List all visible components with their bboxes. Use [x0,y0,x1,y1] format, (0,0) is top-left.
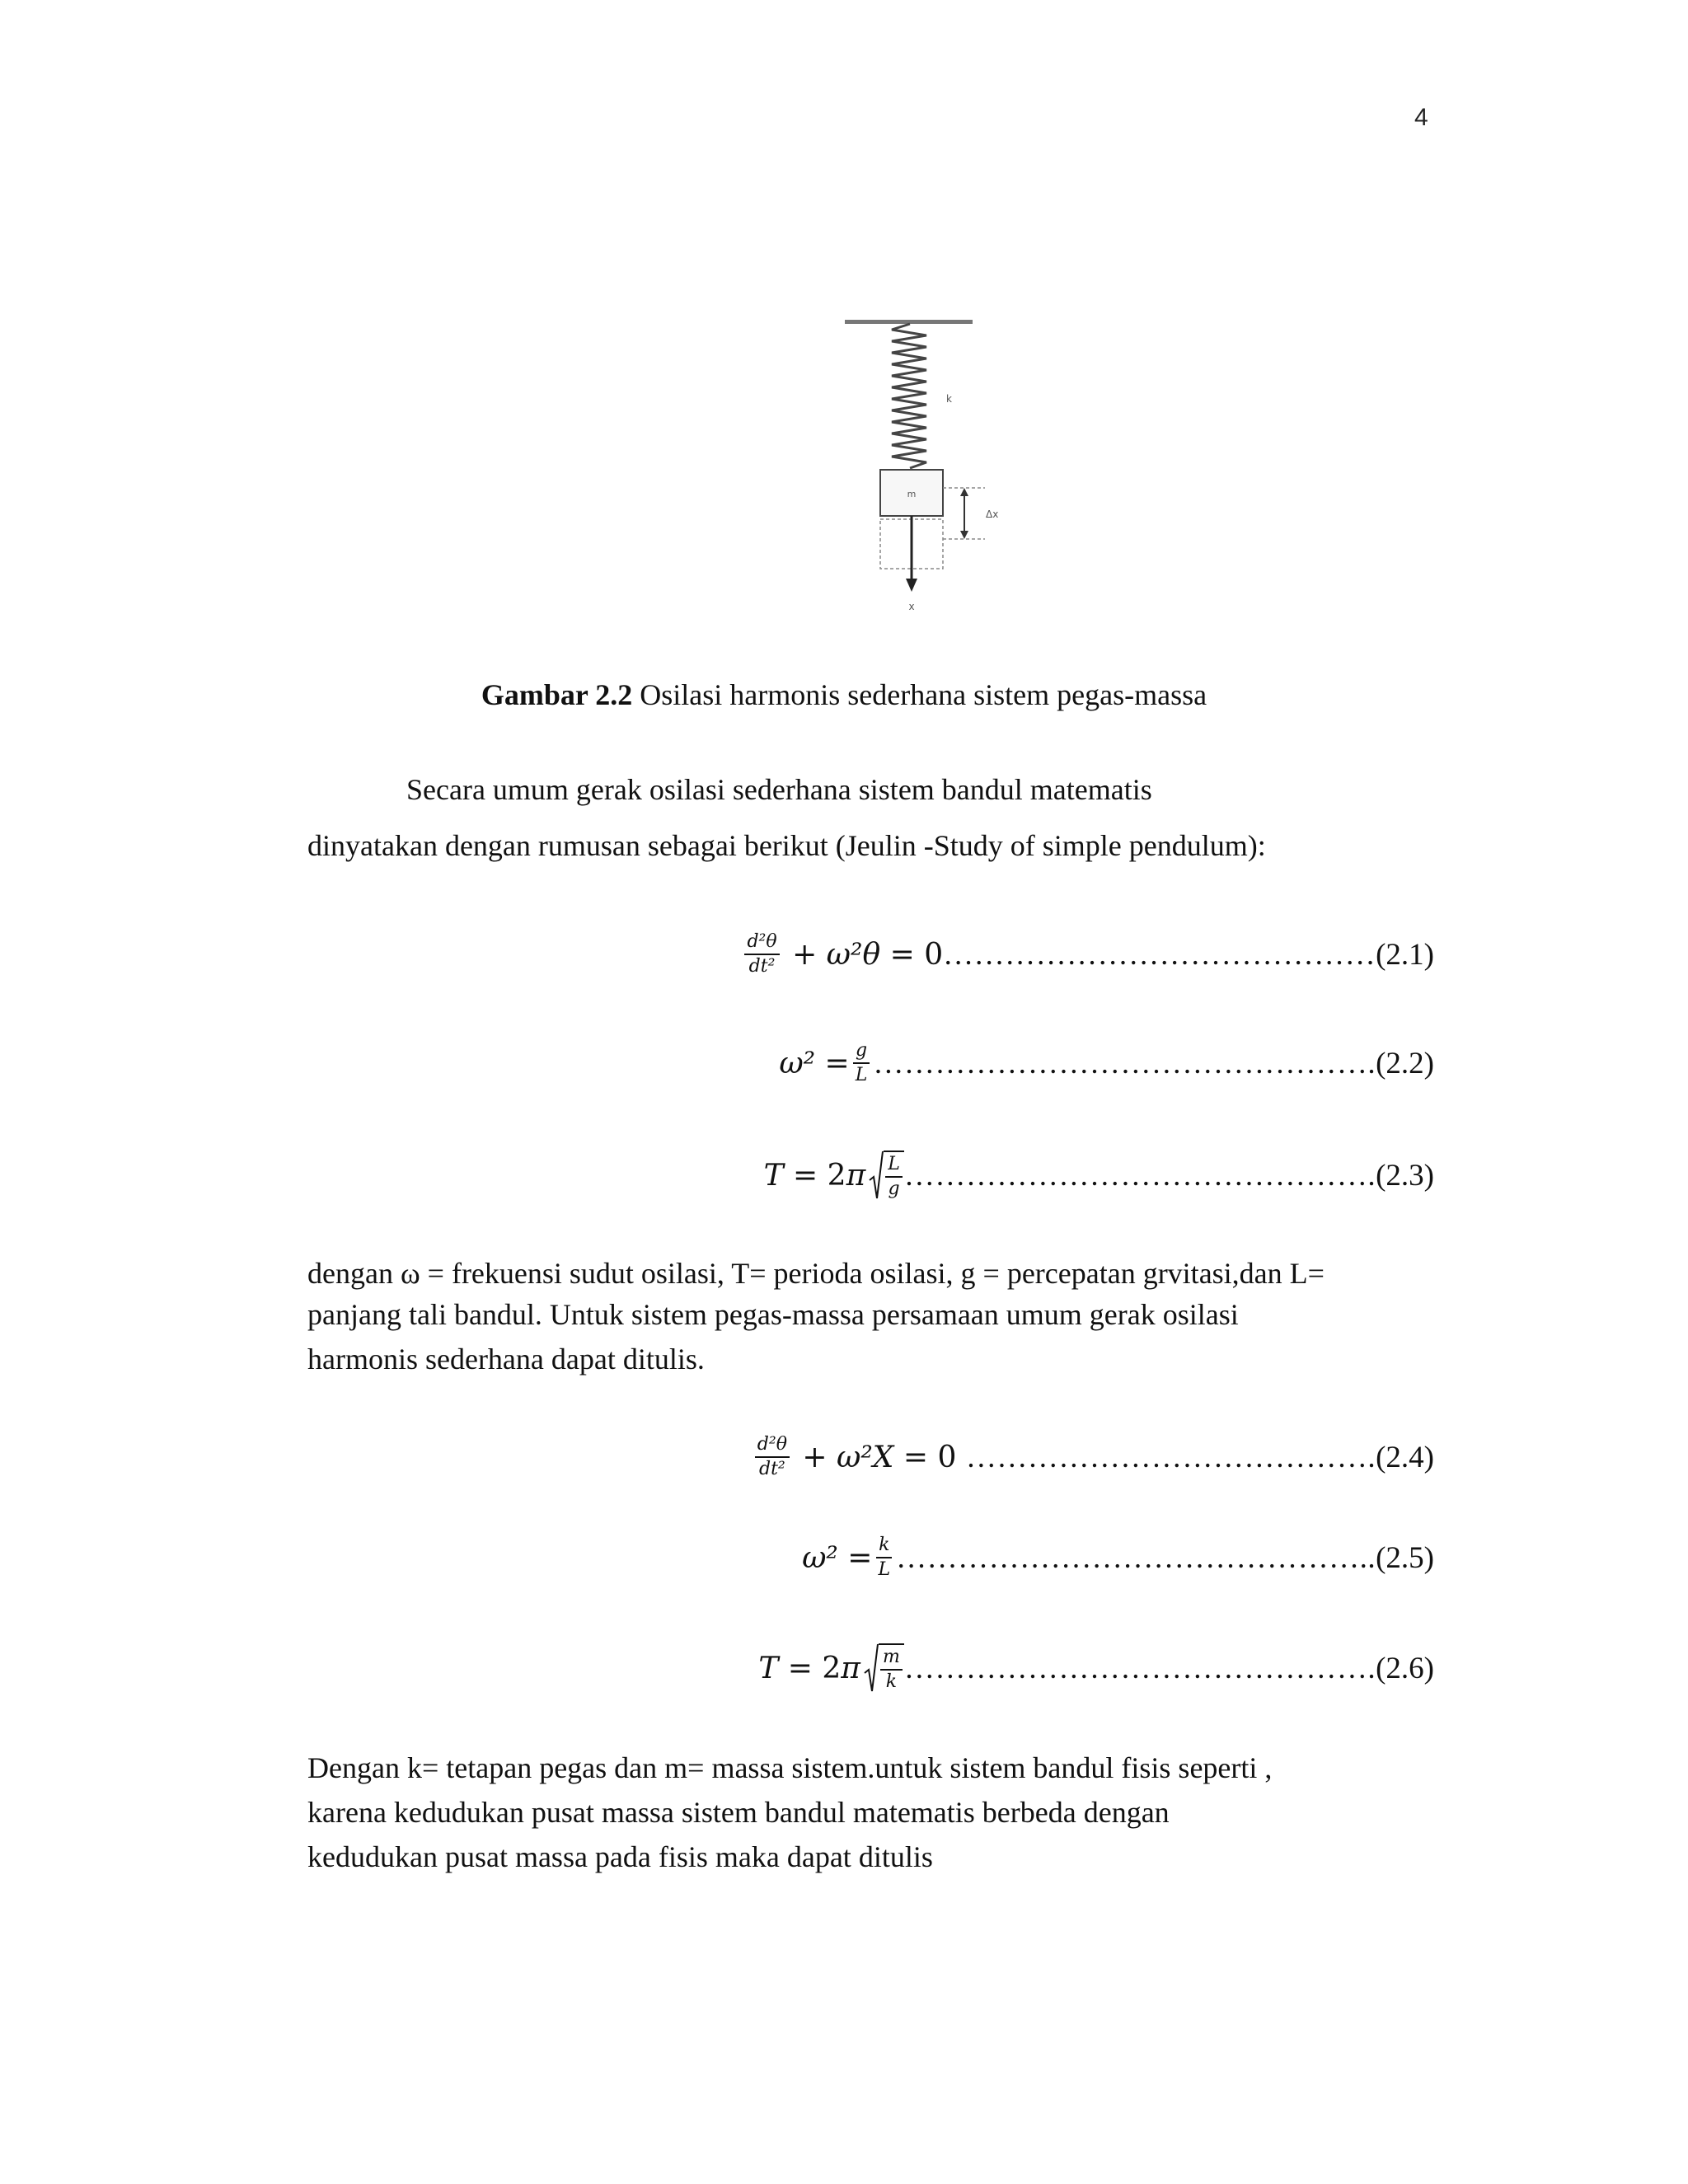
equation-leader: ……………………………………….. [896,1540,1376,1575]
paragraph-line: Secara umum gerak osilasi sederhana sistem bandul matematis [406,773,1152,806]
page-number: 4 [1414,104,1428,131]
x-axis-label: x [908,601,915,612]
equation-2-1: $\frac{\text{d²θ}}{\text{dt²}}$ + ω²θ = 0 …………………………………… (2.1) [741,921,1434,987]
paragraph-line: Dengan k= tetapan pegas dan m= massa sistem.untuk sistem bandul fisis seperti , [307,1751,1273,1784]
equation-2-2: ω² = $\frac{g}{L}$ …………………………………………. (2.2) [779,1040,1434,1085]
fraction: $\frac{\text{d²θ}}{\text{dt²}}$ [755,1434,790,1480]
paragraph-closing [307,1746,1428,1879]
equation-2-5: ω² = $\frac{k}{L}$ ……………………………………….. (2.5) [802,1535,1434,1580]
equation-leader: …………………………………… [943,937,1376,972]
spring-mass-diagram [841,313,1006,618]
equation-2-6: T = 2π $\frac{m}{k}$ ………………………………………. (2.6) [758,1635,1434,1701]
square-root: $\frac{L}{g}$ [869,1151,904,1200]
equation-2-3: T = 2π $\frac{L}{g}$ ………………………………………. (2.3) [764,1142,1434,1208]
equation-number: (2.2) [1376,1046,1434,1080]
equation-leader: …………………………………………. [873,1046,1376,1080]
equation-number: (2.3) [1376,1158,1434,1193]
paragraph-line: panjang tali bandul. Untuk sistem pegas-massa persamaan umum gerak osilasi [307,1298,1239,1331]
square-root: $\frac{m}{k}$ [864,1643,904,1693]
equation-number: (2.5) [1376,1540,1434,1575]
equation-number: (2.1) [1376,937,1434,972]
paragraph-line: dengan ω = frekuensi sudut osilasi, T= perioda osilasi, g = percepatan grvitasi,dan L= [307,1257,1325,1290]
paragraph-line: karena kedudukan pusat massa sistem bandul matematis berbeda dengan [307,1796,1170,1829]
mass-label: m [907,489,917,499]
spring-coil [892,324,926,468]
spring-mass-figure [841,313,1006,618]
paragraph-line: harmonis sederhana dapat ditulis. [307,1343,705,1376]
spring-label: k [946,393,952,405]
caption-text: Osilasi harmonis sederhana sistem pegas-massa [632,678,1207,711]
equation-number: (2.6) [1376,1651,1434,1685]
paragraph-line: dinyatakan dengan rumusan sebagai berikut (Jeulin -Study of simple pendulum): [307,829,1266,862]
delta-x-label: Δx [986,509,999,520]
fraction: $\frac{k}{L}$ [875,1535,893,1581]
caption-label: Gambar 2.2 [481,678,633,711]
equation-2-4: $\frac{\text{d²θ}}{\text{dt²}}$ + ω²X = 0 …………………………………. (2.4) [752,1424,1434,1490]
fraction: $\frac{\text{d²θ}}{\text{dt²}}$ [744,931,779,977]
equation-leader: ………………………………………. [903,1158,1376,1193]
paragraph-intro [307,768,1428,867]
paragraph-line: kedudukan pusat massa pada fisis maka dapat ditulis [307,1840,933,1873]
figure-caption [0,677,1688,712]
equation-number: (2.4) [1376,1440,1434,1474]
paragraph-definitions [307,1253,1428,1380]
fraction: $\frac{g}{L}$ [853,1040,870,1086]
equation-leader: …………………………………. [965,1440,1376,1474]
equation-leader: ………………………………………. [903,1651,1376,1685]
